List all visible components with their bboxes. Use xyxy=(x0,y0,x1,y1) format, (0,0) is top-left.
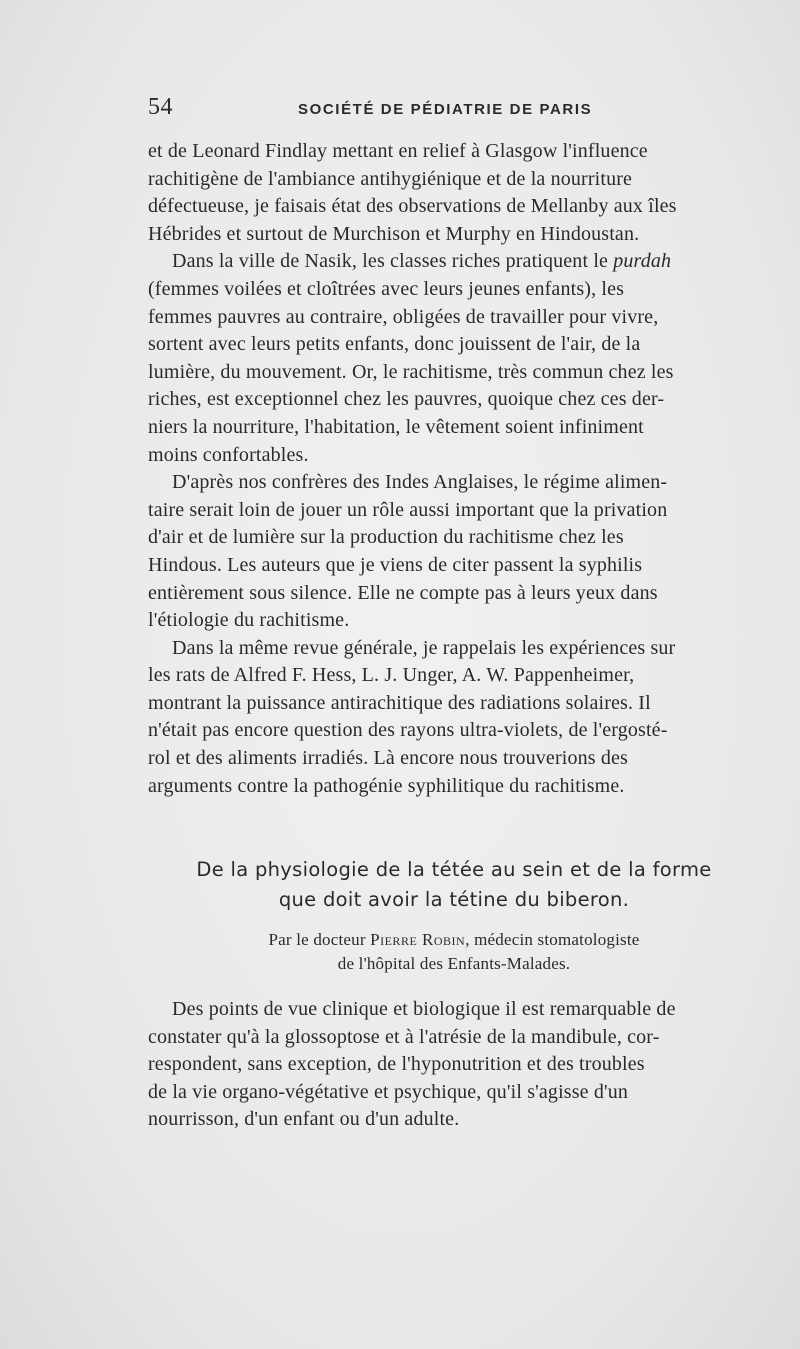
line: de la vie organo-végétative et psychique, qu'il s'agisse d'un xyxy=(148,1080,629,1103)
line: d'air et de lumière sur la production du rachitisme chez les xyxy=(148,526,624,549)
article-title xyxy=(148,855,760,915)
line: lumière, du mouvement. Or, le rachitisme, très commun chez les xyxy=(148,360,674,383)
paragraph-1 xyxy=(148,138,760,248)
byline-prefix: Par le docteur xyxy=(268,930,371,949)
line: l'étiologie du rachitisme. xyxy=(148,609,350,632)
line: riches, est exceptionnel chez les pauvres, quoique chez ces der- xyxy=(148,388,665,411)
line: Des points de vue clinique et biologique il est remarquable de xyxy=(172,998,676,1020)
article-paragraph-1 xyxy=(148,996,760,1134)
line: Hindous. Les auteurs que je viens de citer passent la syphilis xyxy=(148,553,643,576)
title-line: que doit avoir la tétine du biberon. xyxy=(278,888,630,911)
line: respondent, sans exception, de l'hyponutrition et des troubles xyxy=(148,1053,645,1076)
line: rol et des aliments irradiés. Là encore nous trouverions des xyxy=(148,747,628,770)
line: Dans la ville de Nasik, les classes riches pratiquent le xyxy=(172,250,614,273)
paragraph-2 xyxy=(148,248,760,469)
running-head: SOCIÉTÉ DE PÉDIATRIE DE PARIS xyxy=(298,101,593,118)
line: femmes pauvres au contraire, obligées de travailler pour vivre, xyxy=(148,305,659,328)
line: et de Leonard Findlay mettant en relief à Glasgow l'influence xyxy=(148,140,648,162)
body-text xyxy=(148,138,760,800)
line: constater qu'à la glossoptose et à l'atrésie de la mandibule, cor- xyxy=(148,1025,660,1048)
line: sortent avec leurs petits enfants, donc jouissent de l'air, de la xyxy=(148,333,641,356)
line: défectueuse, je faisais état des observations de Mellanby aux îles xyxy=(148,195,677,218)
page-number: 54 xyxy=(148,94,173,120)
line: nourrisson, d'un enfant ou d'un adulte. xyxy=(148,1108,460,1131)
line: rachitigène de l'ambiance antihygiénique et de la nourriture xyxy=(148,167,633,190)
line: n'était pas encore question des rayons ultra-violets, de l'ergosté- xyxy=(148,719,668,742)
paragraph-4 xyxy=(148,635,760,801)
line: Dans la même revue générale, je rappelais les expériences sur xyxy=(172,636,676,659)
author-name: Pierre Robin xyxy=(370,930,466,949)
paragraph-3 xyxy=(148,469,760,635)
line: moins confortables. xyxy=(148,443,309,466)
title-line: De la physiologie de la tétée au sein et de la forme xyxy=(196,858,712,881)
byline-suffix: , médecin stomatologiste xyxy=(465,930,640,949)
line: les rats de Alfred F. Hess, L. J. Unger, A. W. Pappenheimer, xyxy=(148,664,635,687)
article-byline xyxy=(148,928,760,976)
line: (femmes voilées et cloîtrées avec leurs jeunes enfants), les xyxy=(148,277,625,300)
line: Hébrides et surtout de Murchison et Murphy en Hindoustan. xyxy=(148,222,640,245)
line: entièrement sous silence. Elle ne compte pas à leurs yeux dans xyxy=(148,581,658,604)
line: niers la nourriture, l'habitation, le vêtement soient infiniment xyxy=(148,415,644,438)
line: arguments contre la pathogénie syphilitique du rachitisme. xyxy=(148,774,625,797)
article-body xyxy=(148,996,760,1134)
line: montrant la puissance antirachitique des radiations solaires. Il xyxy=(148,691,651,714)
byline-affiliation: de l'hôpital des Enfants-Malades. xyxy=(337,954,571,973)
page-header xyxy=(148,94,658,124)
line: taire serait loin de jouer un rôle aussi important que la privation xyxy=(148,498,668,521)
italic-term: purdah xyxy=(613,250,672,273)
line: D'après nos confrères des Indes Anglaises, le régime alimen- xyxy=(172,471,668,494)
